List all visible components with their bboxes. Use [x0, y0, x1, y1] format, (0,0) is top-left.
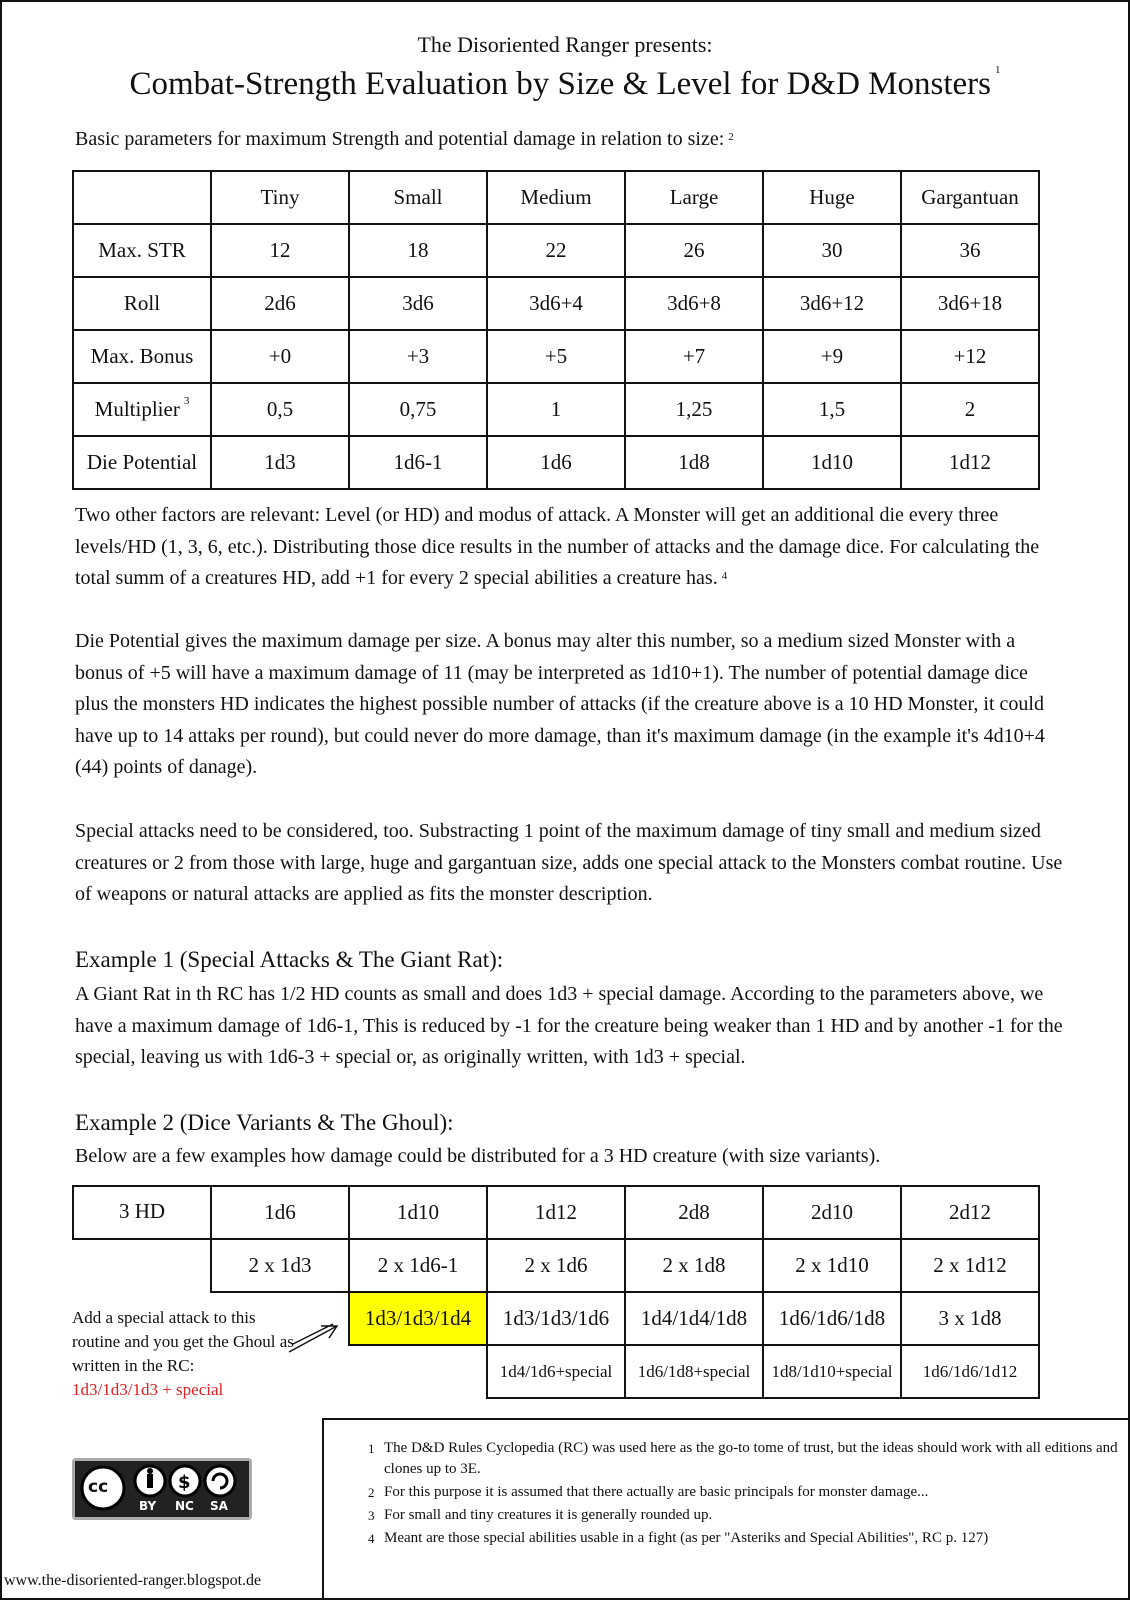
- header-cell: [73, 171, 211, 224]
- table-cell: 12: [211, 224, 349, 277]
- table-cell: 1d6/1d8+special: [625, 1345, 763, 1398]
- row-label-text: Roll: [123, 291, 161, 315]
- footnote-2: [324, 1482, 1130, 1503]
- table-header-row: [73, 171, 1039, 224]
- table-cell: 1d10: [349, 1186, 487, 1239]
- table-cell: 3 x 1d8: [901, 1292, 1039, 1345]
- svg-text:$: $: [178, 1472, 191, 1493]
- footnote-number: 1: [368, 1441, 375, 1456]
- ghoul-note: [72, 1306, 302, 1402]
- table-row: [73, 383, 1039, 436]
- table-cell: 2d6: [211, 277, 349, 330]
- table-cell: 3d6+8: [625, 277, 763, 330]
- table-row: [73, 436, 1039, 489]
- nc-label: NC: [175, 1499, 194, 1513]
- table-cell: 1d3/1d3/1d6: [487, 1292, 625, 1345]
- row-label-text: Max. Bonus: [90, 344, 194, 368]
- table-cell: 3d6+4: [487, 277, 625, 330]
- table-cell: 3d6+18: [901, 277, 1039, 330]
- header-cell: Large: [625, 171, 763, 224]
- footnote-ref: 3: [183, 395, 190, 407]
- example2-text: Below are a few examples how damage could be distributed for a 3 HD creature (with size variants).: [75, 1145, 881, 1167]
- creative-commons-badge: [72, 1458, 252, 1520]
- footnote-text: For small and tiny creatures it is generally rounded up.: [384, 1507, 713, 1523]
- example1-text: A Giant Rat in th RC has 1/2 HD counts as small and does 1d3 + special damage. According to the parameters above, we have a maximum damage of 1d6-1, This is reduced by -1 for the creature being weaker than 1 HD and by another -1 for the special, leaving us with 1d6-3 + special or, as originally written, with 1d3 + special.: [75, 983, 1063, 1068]
- by-label: BY: [139, 1499, 157, 1513]
- ghoul-note-highlight: 1d3/1d3/1d3 + special: [72, 1380, 224, 1399]
- footnote-number: 2: [368, 1485, 375, 1500]
- footnote-text: Meant are those special abilities usable in a fight (as per "Asteriks and Special Abilities", RC p. 127): [384, 1530, 989, 1546]
- row-label: [73, 277, 211, 330]
- table-cell: 2: [901, 383, 1039, 436]
- table-cell: 3d6: [349, 277, 487, 330]
- empty-cell: [349, 1345, 487, 1398]
- table-cell: 2 x 1d12: [901, 1239, 1039, 1292]
- table-cell: 1d8: [625, 436, 763, 489]
- table-cell: 1d8/1d10+special: [763, 1345, 901, 1398]
- table-cell: 1d4/1d4/1d8: [625, 1292, 763, 1345]
- table-cell: 18: [349, 224, 487, 277]
- table-cell: 1d10: [763, 436, 901, 489]
- table-cell: 1d6: [211, 1186, 349, 1239]
- table-cell: 1d6/1d6/1d12: [901, 1345, 1039, 1398]
- presenter-line: The Disoriented Ranger presents:: [417, 32, 713, 57]
- footnote-ref: 2: [728, 131, 734, 143]
- table-cell: +12: [901, 330, 1039, 383]
- table-cell: 0,5: [211, 383, 349, 436]
- paragraph-factors: [75, 500, 1065, 595]
- example1-heading: Example 1 (Special Attacks & The Giant Rat):: [75, 947, 504, 972]
- table-cell: 1: [487, 383, 625, 436]
- paragraph-special-attacks: Special attacks need to be considered, too. Substracting 1 point of the maximum damage of tiny small and medium sized creatures or 2 from those with large, huge and gargantuan size, adds one special attack to the Monsters combat routine. Use of weapons or natural attacks are applied as fits the monster description.: [75, 820, 1063, 905]
- table-cell: 2 x 1d6-1: [349, 1239, 487, 1292]
- header-cell: Gargantuan: [901, 171, 1039, 224]
- table-cell: 22: [487, 224, 625, 277]
- cc-icon: cc: [88, 1477, 109, 1497]
- table-cell: 0,75: [349, 383, 487, 436]
- table-row: [73, 1239, 1039, 1292]
- table-cell: 3 HD: [73, 1186, 211, 1239]
- footnote-text: The D&D Rules Cyclopedia (RC) was used here as the go-to tome of trust, but the ideas should work with all editions and clones up to 3E.: [384, 1440, 1118, 1477]
- title-text: Combat-Strength Evaluation by Size & Level for D&D Monsters: [129, 66, 991, 102]
- table-cell: 1d3: [211, 436, 349, 489]
- row-label-text: Die Potential: [86, 450, 198, 474]
- table-row: [73, 1186, 1039, 1239]
- header-cell: Tiny: [211, 171, 349, 224]
- table-cell: 1d6/1d6/1d8: [763, 1292, 901, 1345]
- table-cell: 1,5: [763, 383, 901, 436]
- size-parameters-table: [72, 170, 1040, 490]
- table-cell: 2d10: [763, 1186, 901, 1239]
- table-cell: 2d8: [625, 1186, 763, 1239]
- blog-url-link[interactable]: www.the-disoriented-ranger.blogspot.de: [4, 1572, 262, 1589]
- table-cell: 1d4/1d6+special: [487, 1345, 625, 1398]
- table-cell: +9: [763, 330, 901, 383]
- empty-cell: [73, 1239, 211, 1292]
- paragraph-die-potential: Die Potential gives the maximum damage per size. A bonus may alter this number, so a medium sized Monster with a bonus of +5 will have a maximum damage of 11 (may be interpreted as 1d10+1). The number of potential damage dice plus the monsters HD indicates the highest possible number of attacks (if the creature above is a 10 HD Monster, it could have up to 14 attaks per round), but could never do more damage, than it's maximum damage (in the example it's 4d10+4 (44) points of danage).: [75, 630, 1045, 778]
- table-cell: +3: [349, 330, 487, 383]
- table-cell: 1d6-1: [349, 436, 487, 489]
- table-cell: 36: [901, 224, 1039, 277]
- table-row: [73, 224, 1039, 277]
- table-row: [73, 330, 1039, 383]
- table-cell: 2 x 1d10: [763, 1239, 901, 1292]
- row-label: [73, 330, 211, 383]
- table-cell: 2 x 1d8: [625, 1239, 763, 1292]
- footnote-number: 3: [368, 1508, 375, 1523]
- table-cell: 1d12: [487, 1186, 625, 1239]
- row-label-text: Multiplier: [94, 397, 180, 421]
- table-cell: 1d12: [901, 436, 1039, 489]
- header-cell: Huge: [763, 171, 901, 224]
- table-cell: 1d6: [487, 436, 625, 489]
- intro-label: Basic parameters for maximum Strength and potential damage in relation to size:: [75, 128, 725, 150]
- header-cell: Medium: [487, 171, 625, 224]
- example2-heading: Example 2 (Dice Variants & The Ghoul):: [75, 1110, 454, 1135]
- footnote-ref: 4: [721, 570, 728, 582]
- row-label-text: Max. STR: [98, 238, 186, 262]
- table-cell: +5: [487, 330, 625, 383]
- row-label: [73, 436, 211, 489]
- ghoul-note-text: Add a special attack to this routine and you get the Ghoul as written in the RC:: [72, 1308, 294, 1375]
- row-label: [73, 224, 211, 277]
- footnote-text: For this purpose it is assumed that there actually are basic principals for monster damage...: [384, 1484, 929, 1500]
- row-label: [73, 383, 211, 436]
- table-cell: +7: [625, 330, 763, 383]
- footnote-ref: 1: [995, 64, 1001, 76]
- table-cell: +0: [211, 330, 349, 383]
- footnote-number: 4: [368, 1531, 375, 1546]
- table-row: [73, 277, 1039, 330]
- footnote-4: [324, 1528, 1130, 1549]
- footnotes-box: [322, 1418, 1130, 1600]
- footnote-3: [324, 1505, 1130, 1526]
- table-cell: 26: [625, 224, 763, 277]
- p1-text: Two other factors are relevant: Level (or HD) and modus of attack. A Monster will get an additional die every three levels/HD (1, 3, 6, etc.). Distributing those dice results in the number of attacks and the damage dice. For calculating the total summ of a creatures HD, add +1 for every 2 special abilities a creature has.: [75, 504, 1040, 589]
- table-cell: 30: [763, 224, 901, 277]
- table-cell: 3d6+12: [763, 277, 901, 330]
- intro-text: [75, 124, 1065, 156]
- table-cell: 1,25: [625, 383, 763, 436]
- arrow-icon: [285, 1318, 345, 1358]
- page-title: [0, 66, 1130, 103]
- table-cell: 2 x 1d6: [487, 1239, 625, 1292]
- table-cell: 2d12: [901, 1186, 1039, 1239]
- footnote-1: [324, 1438, 1130, 1480]
- sa-label: SA: [210, 1499, 228, 1513]
- table-cell: 2 x 1d3: [211, 1239, 349, 1292]
- highlighted-cell: 1d3/1d3/1d4: [349, 1292, 487, 1345]
- header-cell: Small: [349, 171, 487, 224]
